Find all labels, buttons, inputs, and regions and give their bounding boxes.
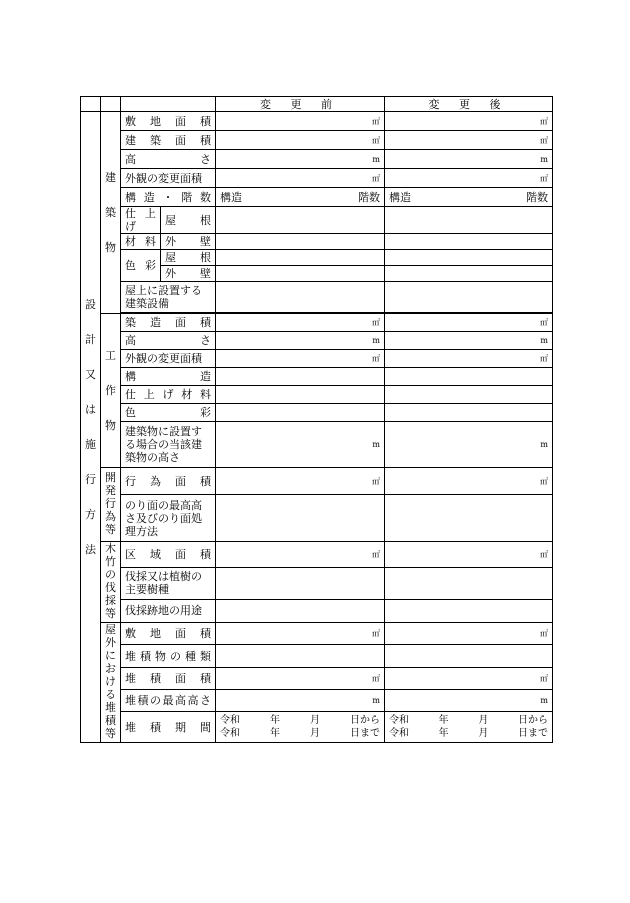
building-label-text: 建築物 bbox=[105, 171, 116, 254]
before-header: 変 更 前 bbox=[216, 97, 385, 112]
color-label: 色彩 bbox=[121, 250, 161, 282]
before-structure bbox=[216, 368, 385, 386]
before-color-roof bbox=[216, 250, 385, 266]
unit-m: m bbox=[216, 332, 385, 350]
rooftop-equipment-label: 屋上に設置する建築設備 bbox=[121, 282, 216, 313]
before-period: 令和 年 月 日から 令和 年 月 日まで bbox=[216, 712, 385, 743]
structure-work-label bbox=[101, 314, 121, 468]
unit-m2: ㎡ bbox=[216, 350, 385, 368]
development-label bbox=[101, 468, 121, 542]
unit-m2: ㎡ bbox=[216, 542, 385, 568]
before-species bbox=[216, 567, 385, 599]
unit-m2: ㎡ bbox=[216, 667, 385, 689]
unit-m2: ㎡ bbox=[385, 667, 553, 689]
structure-facade-label: 外観の変更面積 bbox=[121, 350, 216, 368]
unit-m2: ㎡ bbox=[216, 314, 385, 332]
before-slope bbox=[216, 495, 385, 542]
after-finish-roof bbox=[385, 207, 553, 234]
header-blank bbox=[81, 97, 101, 112]
unit-m2: ㎡ bbox=[385, 350, 553, 368]
roof-label: 屋根 bbox=[161, 250, 216, 266]
unit-m2: ㎡ bbox=[216, 112, 385, 131]
slope-label: のり面の最高高さ及びのり面処理方法 bbox=[121, 495, 216, 542]
unit-m: m bbox=[385, 422, 553, 468]
building-site-area-label: 敷地面積 bbox=[121, 112, 216, 131]
unit-m2: ㎡ bbox=[385, 169, 553, 188]
outer-wall-label: 外壁 bbox=[161, 266, 216, 282]
after-rooftop-equipment bbox=[385, 282, 553, 313]
structure-text: 構造 bbox=[389, 190, 411, 204]
after-color-wall bbox=[385, 266, 553, 282]
before-color-wall bbox=[216, 266, 385, 282]
main-label-text: 設計又は施行方法 bbox=[85, 298, 96, 556]
building-facade-label: 外観の変更面積 bbox=[121, 169, 216, 188]
unit-m2: ㎡ bbox=[385, 623, 553, 645]
after-period: 令和 年 月 日から 令和 年 月 日まで bbox=[385, 712, 553, 743]
after-species bbox=[385, 567, 553, 599]
construction-area-label: 築造面積 bbox=[121, 314, 216, 332]
species-label: 伐採又は植樹の主要樹種 bbox=[121, 567, 216, 599]
unit-m2: ㎡ bbox=[216, 623, 385, 645]
after-header: 変 更 後 bbox=[385, 97, 553, 112]
act-area-label: 行為面積 bbox=[121, 468, 216, 495]
main-label bbox=[81, 112, 101, 743]
unit-m: m bbox=[216, 690, 385, 712]
development-label-text: 開発行為等 bbox=[105, 471, 116, 536]
unit-m2: ㎡ bbox=[385, 112, 553, 131]
unit-m2: ㎡ bbox=[385, 542, 553, 568]
after-color-roof bbox=[385, 250, 553, 266]
before-material-type bbox=[216, 645, 385, 667]
roof-label: 屋根 bbox=[161, 207, 216, 234]
floors-text: 階数 bbox=[358, 190, 380, 204]
unit-m2: ㎡ bbox=[216, 169, 385, 188]
unit-m2: ㎡ bbox=[216, 131, 385, 150]
after-finish bbox=[385, 386, 553, 404]
finish-material-label-1: 仕上げ bbox=[121, 207, 161, 234]
storage-site-area-label: 敷地面積 bbox=[121, 623, 216, 645]
period-label: 堆積期間 bbox=[121, 712, 216, 743]
after-land-use bbox=[385, 599, 553, 622]
before-rooftop-equipment bbox=[216, 282, 385, 313]
unit-m2: ㎡ bbox=[216, 468, 385, 495]
storage-area-label: 堆積面積 bbox=[121, 667, 216, 689]
outer-wall-label: 外壁 bbox=[161, 234, 216, 250]
before-finish-wall bbox=[216, 234, 385, 250]
outdoor-storage-label-text: 屋外における堆積等 bbox=[105, 623, 116, 740]
after-structure bbox=[385, 368, 553, 386]
building-area-label: 建築面積 bbox=[121, 131, 216, 150]
finish-material-label-2: 材料 bbox=[121, 234, 161, 250]
unit-m: m bbox=[216, 150, 385, 169]
structure-finish-label: 仕上げ材料 bbox=[121, 386, 216, 404]
outdoor-storage-label bbox=[101, 623, 121, 743]
before-color bbox=[216, 404, 385, 422]
after-color bbox=[385, 404, 553, 422]
logging-area-label: 区域面積 bbox=[121, 542, 216, 568]
after-finish-wall bbox=[385, 234, 553, 250]
unit-m: m bbox=[385, 332, 553, 350]
floors-text: 階数 bbox=[526, 190, 548, 204]
building-structure-floors-label: 構造・階数 bbox=[121, 188, 216, 207]
unit-m2: ㎡ bbox=[385, 468, 553, 495]
unit-m2: ㎡ bbox=[385, 314, 553, 332]
before-land-use bbox=[216, 599, 385, 622]
header-blank bbox=[101, 97, 121, 112]
unit-m: m bbox=[385, 690, 553, 712]
before-structure-floors bbox=[216, 188, 385, 207]
structure-height-label: 高さ bbox=[121, 332, 216, 350]
header-blank bbox=[121, 97, 216, 112]
building-label bbox=[101, 112, 121, 314]
logging-label-text: 木竹の伐採等 bbox=[105, 542, 116, 620]
structure-work-label-text: 工作物 bbox=[105, 349, 116, 432]
building-height-on-building-label: 建築物に設置する場合の当該建築物の高さ bbox=[121, 422, 216, 468]
design-construction-form bbox=[80, 96, 553, 743]
land-use-label: 伐採跡地の用途 bbox=[121, 599, 216, 622]
material-type-label: 堆積物の種類 bbox=[121, 645, 216, 667]
after-material-type bbox=[385, 645, 553, 667]
after-slope bbox=[385, 495, 553, 542]
structure-color-label: 色彩 bbox=[121, 404, 216, 422]
structure-structure-label: 構造 bbox=[121, 368, 216, 386]
logging-label bbox=[101, 542, 121, 623]
before-finish bbox=[216, 386, 385, 404]
max-height-label: 堆積の最高高さ bbox=[121, 690, 216, 712]
unit-m2: ㎡ bbox=[385, 131, 553, 150]
unit-m: m bbox=[216, 422, 385, 468]
structure-text: 構造 bbox=[220, 190, 242, 204]
building-height-label: 高さ bbox=[121, 150, 216, 169]
unit-m: m bbox=[385, 150, 553, 169]
after-structure-floors bbox=[385, 188, 553, 207]
before-finish-roof bbox=[216, 207, 385, 234]
